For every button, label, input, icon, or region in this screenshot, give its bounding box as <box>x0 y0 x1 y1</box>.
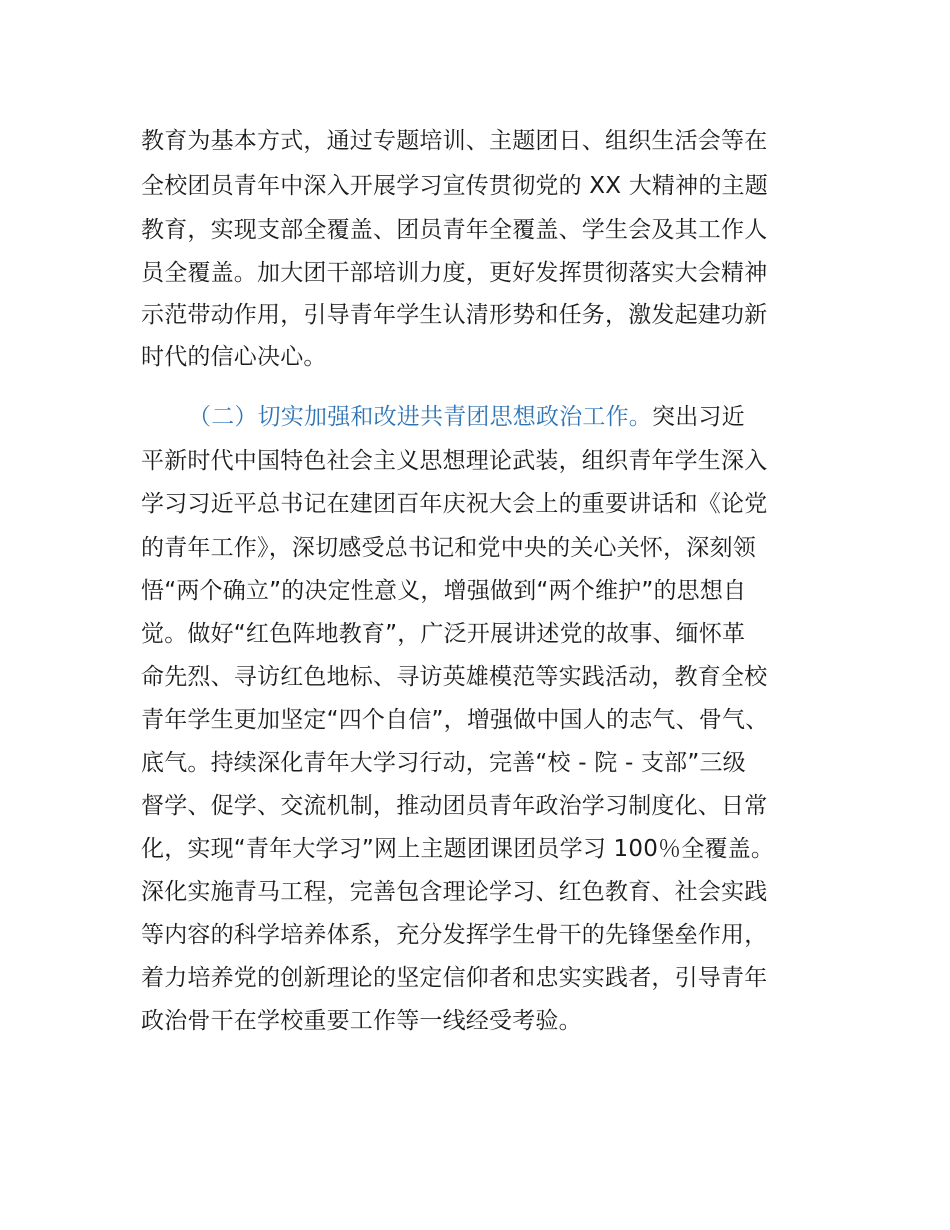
paragraph-line: 的青年工作》，深切感受总书记和党中央的关心关怀，深刻领 <box>141 535 756 561</box>
paragraph-line: 时代的信心决心。 <box>141 344 327 370</box>
paragraph-line: 底气。持续深化青年大学习行动，完善“校 - 院 - 支部”三级 <box>141 750 746 776</box>
paragraph-line: 员全覆盖。加大团干部培训力度，更好发挥贯彻落实大会精神 <box>141 260 768 286</box>
paragraph-line: 化，实现“青年大学习”网上主题团课团员学习 100％全覆盖。 <box>141 836 775 862</box>
paragraph-line: 悟“两个确立”的决定性意义，增强做到“两个维护”的思想自 <box>141 578 747 604</box>
paragraph-line: 等内容的科学培养体系，充分发挥学生骨干的先锋堡垒作用， <box>141 922 768 948</box>
paragraph-line: 命先烈、寻访红色地标、寻访英雄模范等实践活动，教育全校 <box>141 664 768 690</box>
paragraph-line: 全校团员青年中深入开展学习宣传贯彻党的 XX 大精神的主题 <box>141 173 768 199</box>
paragraph-line: 教育为基本方式，通过专题培训、主题团日、组织生活会等在 <box>141 128 768 154</box>
paragraph-line: 示范带动作用，引导青年学生认清形势和任务，激发起建功新 <box>141 302 768 328</box>
paragraph-line: 觉。做好“红色阵地教育”，广泛开展讲述党的故事、缅怀革 <box>141 621 746 647</box>
paragraph-line: 着力培养党的创新理论的坚定信仰者和忠实实践者，引导青年 <box>141 965 768 991</box>
paragraph-line: 政治骨干在学校重要工作等一线经受考验。 <box>141 1008 582 1034</box>
paragraph-line: 深化实施青马工程，完善包含理论学习、红色教育、社会实践 <box>141 879 768 905</box>
paragraph-line: 教育，实现支部全覆盖、团员青年全覆盖、学生会及其工作人 <box>141 217 768 243</box>
paragraph-line: 平新时代中国特色社会主义思想理论武装，组织青年学生深入 <box>141 448 768 474</box>
section-heading-line <box>188 403 745 431</box>
paragraph-line: 学习习近平总书记在建团百年庆祝大会上的重要讲话和《论党 <box>141 491 768 517</box>
paragraph-text: 突出习近 <box>652 404 745 430</box>
paragraph-line: 督学、促学、交流机制，推动团员青年政治学习制度化、日常 <box>141 793 768 819</box>
paragraph-line: 青年学生更加坚定“四个自信”，增强做中国人的志气、骨气、 <box>141 707 769 733</box>
section-heading: （二）切实加强和改进共青团思想政治工作。 <box>188 404 652 430</box>
